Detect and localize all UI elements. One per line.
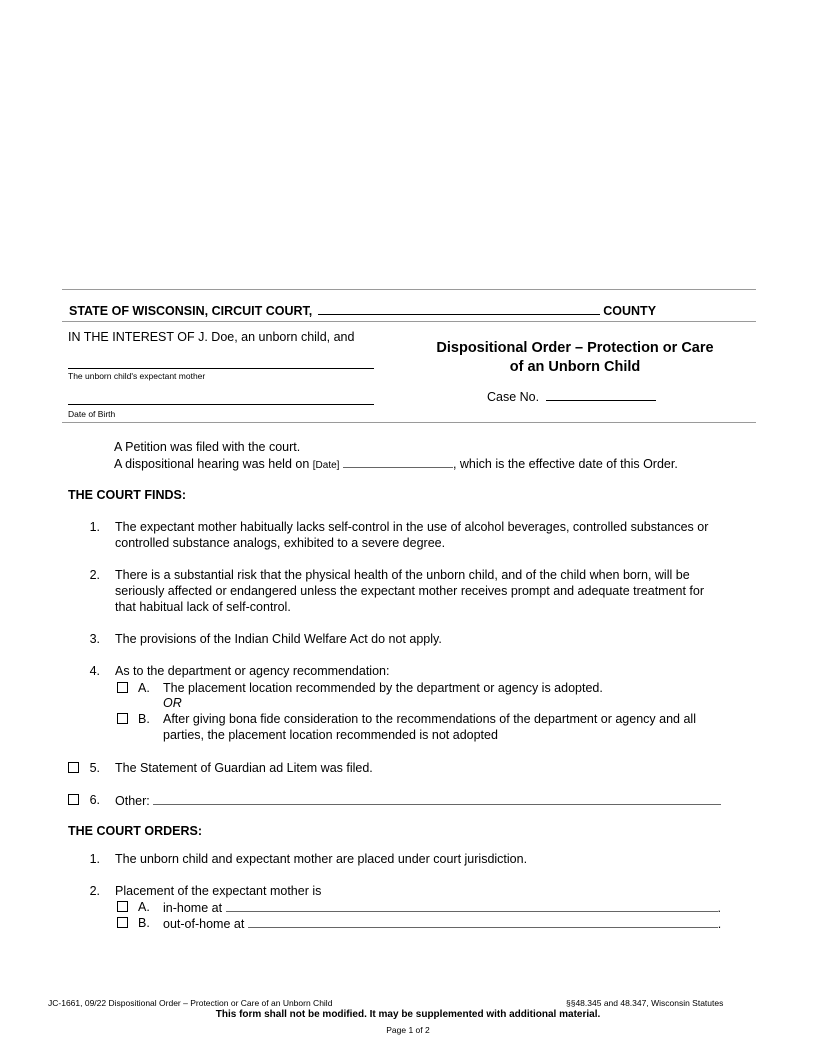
hearing-prefix: A dispositional hearing was held on — [114, 457, 310, 471]
option-or: OR — [163, 696, 182, 710]
finds-item-6-num: 6. — [89, 793, 100, 807]
county-field[interactable] — [318, 302, 600, 315]
out-of-home-period: . — [717, 917, 722, 931]
footer-page-number: Page 1 of 2 — [386, 1025, 430, 1035]
interest-text: IN THE INTEREST OF J. Doe, an unborn child, and — [68, 330, 355, 344]
in-home-label: in-home at — [163, 901, 223, 915]
case-no-label: Case No. — [487, 390, 540, 404]
orders-heading: THE COURT ORDERS: — [68, 824, 203, 838]
petition-text: A Petition was filed with the court. — [114, 440, 301, 454]
dob-field[interactable] — [68, 404, 374, 405]
footer-notice: This form shall not be modified. It may be supplemented with additional material. — [215, 1009, 601, 1020]
option-4b-line-2: parties, the placement location recommended is not adopted — [163, 728, 498, 742]
finds-item-2-line-3: that habitual lack of self-control. — [115, 600, 291, 614]
checkbox-2b[interactable] — [117, 917, 128, 928]
finds-item-2-line-2: seriously affected or endangered unless the expectant mother receives prompt and adequate treatment for — [115, 584, 705, 598]
finds-item-1 — [115, 519, 755, 551]
case-number — [487, 388, 656, 405]
finds-item-5: The Statement of Guardian ad Litem was filed. — [115, 761, 373, 775]
finds-item-2-line-1: There is a substantial risk that the physical health of the unborn child, and of the child when born, will be — [115, 568, 690, 582]
checkbox-5[interactable] — [68, 762, 79, 773]
option-2a — [163, 899, 721, 916]
finds-item-2-num: 2. — [89, 568, 100, 582]
top-rule — [62, 289, 756, 290]
checkbox-6[interactable] — [68, 794, 79, 805]
finds-item-4: As to the department or agency recommendation: — [115, 664, 390, 678]
footer-form-id: JC-1661, 09/22 Dispositional Order – Protection or Care of an Unborn Child — [48, 998, 333, 1008]
in-home-field[interactable] — [226, 899, 718, 912]
orders-item-1: The unborn child and expectant mother are placed under court jurisdiction. — [115, 852, 528, 866]
finds-item-3: The provisions of the Indian Child Welfare Act do not apply. — [115, 632, 442, 646]
county-label: COUNTY — [603, 304, 657, 318]
option-2a-label: A. — [138, 900, 150, 914]
title-line-2: of an Unborn Child — [509, 359, 641, 375]
out-of-home-field[interactable] — [248, 915, 718, 928]
orders-item-2-num: 2. — [89, 884, 100, 898]
checkbox-2a[interactable] — [117, 901, 128, 912]
finds-item-5-num: 5. — [89, 761, 100, 775]
state-label: STATE OF WISCONSIN, CIRCUIT COURT, — [69, 304, 313, 318]
finds-item-4-num: 4. — [89, 664, 100, 678]
orders-item-2: Placement of the expectant mother is — [115, 884, 322, 898]
footer-statutes: §§48.345 and 48.347, Wisconsin Statutes — [566, 998, 724, 1008]
hearing-suffix: , which is the effective date of this Order. — [452, 457, 678, 471]
option-4a-label: A. — [138, 681, 150, 695]
option-4a-text: The placement location recommended by the department or agency is adopted. — [163, 681, 603, 695]
finds-item-3-num: 3. — [89, 632, 100, 646]
mother-name-field[interactable] — [68, 368, 374, 369]
date-hint: [Date] — [312, 460, 340, 471]
option-4b — [163, 711, 753, 743]
other-label: Other: — [115, 794, 150, 808]
header-rule — [62, 321, 756, 322]
option-2b-label: B. — [138, 916, 150, 930]
document-title — [400, 339, 750, 377]
finds-heading: THE COURT FINDS: — [68, 488, 187, 502]
finds-item-6 — [115, 792, 721, 809]
state-court-line — [69, 302, 656, 319]
finds-item-2 — [115, 567, 755, 615]
in-home-period: . — [717, 901, 722, 915]
orders-item-1-num: 1. — [89, 852, 100, 866]
out-of-home-label: out-of-home at — [163, 917, 245, 931]
dob-caption: Date of Birth — [68, 409, 116, 419]
option-4b-line-1: After giving bona fide consideration to the recommendations of the department or agency and all — [163, 712, 696, 726]
option-4b-label: B. — [138, 712, 150, 726]
checkbox-4b[interactable] — [117, 713, 128, 724]
hearing-line — [114, 455, 678, 474]
finds-item-1-num: 1. — [89, 520, 100, 534]
case-no-field[interactable] — [546, 388, 656, 401]
finds-item-1-line-2: controlled substance analogs, exhibited to a severe degree. — [115, 536, 446, 550]
caption-bottom-rule — [62, 422, 756, 423]
finds-item-1-line-1: The expectant mother habitually lacks self-control in the use of alcohol beverages, controlled substances or — [115, 520, 709, 534]
mother-caption: The unborn child's expectant mother — [68, 371, 206, 381]
checkbox-4a[interactable] — [117, 682, 128, 693]
title-line-1: Dispositional Order – Protection or Care — [436, 340, 714, 356]
hearing-date-field[interactable] — [343, 455, 453, 468]
other-field[interactable] — [153, 792, 721, 805]
option-2b — [163, 915, 721, 932]
